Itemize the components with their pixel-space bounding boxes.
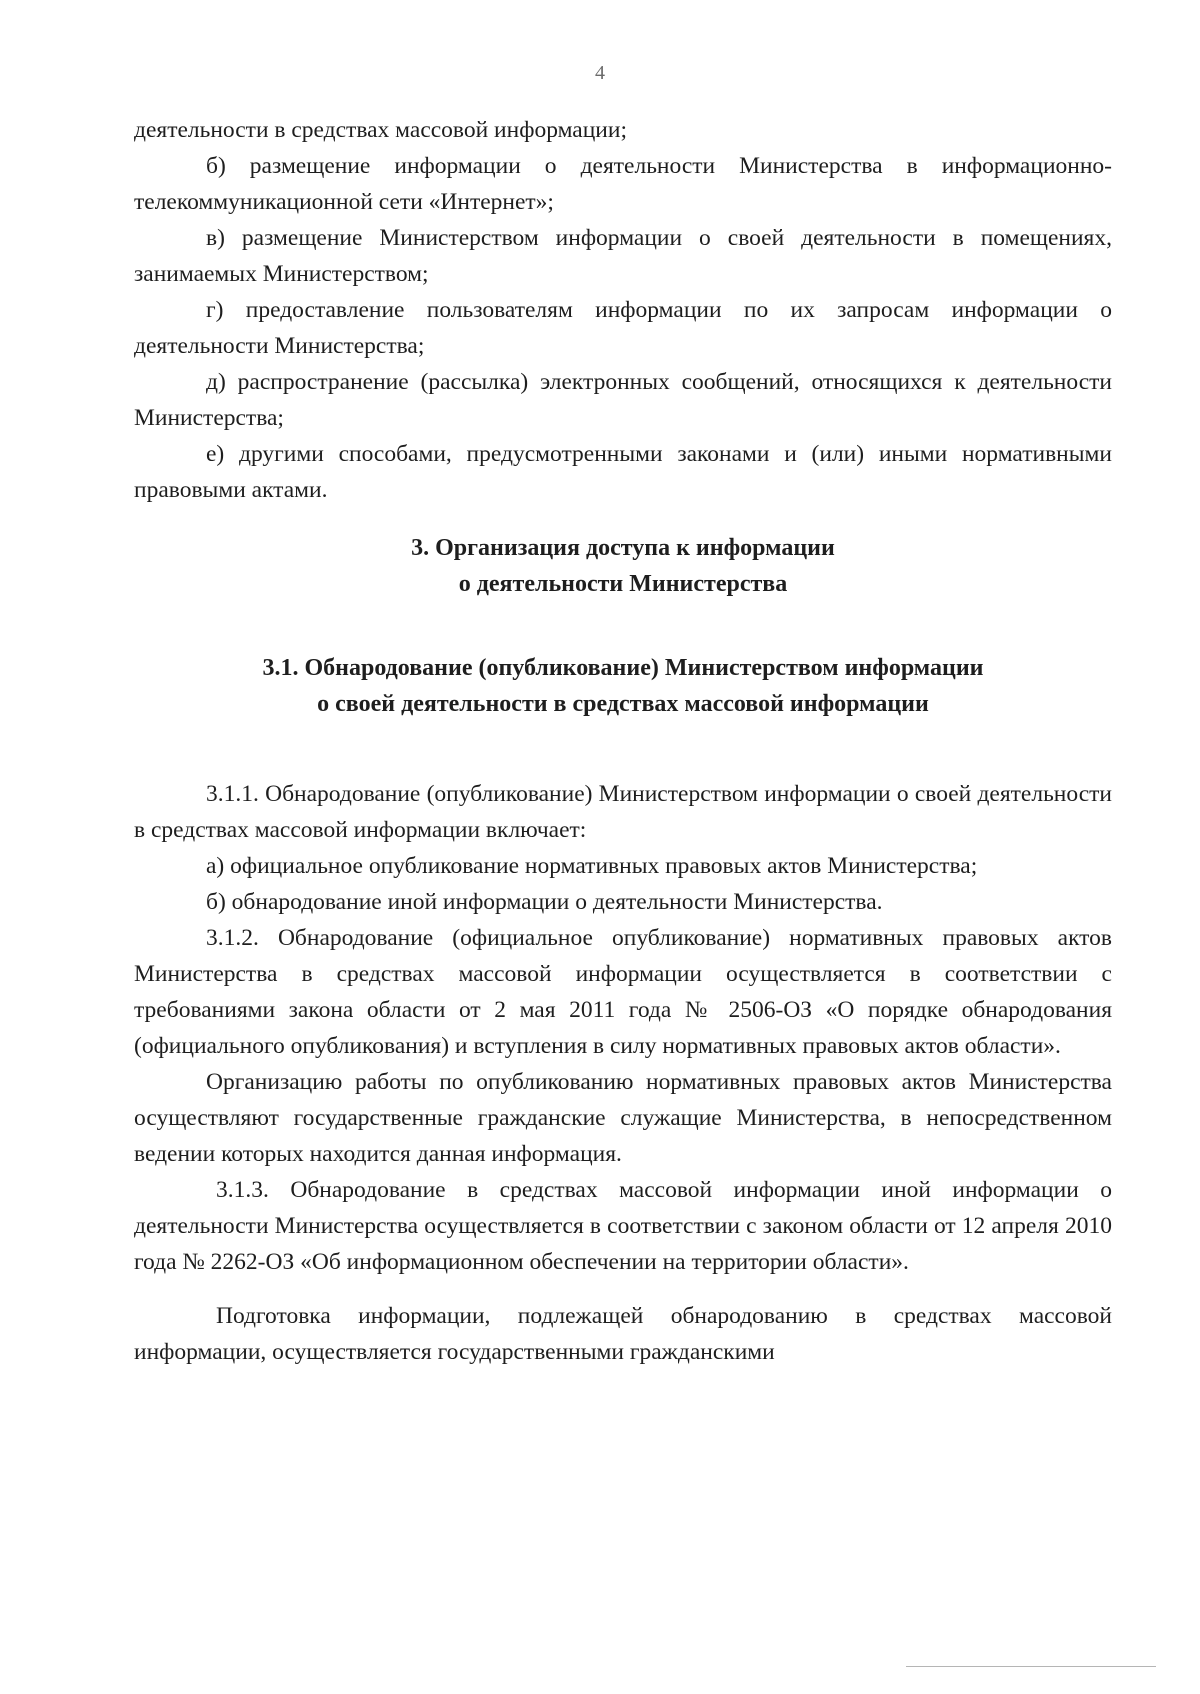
list-item: д) распространение (рассылка) электронных сообщений, относящихся к деятельности Министерства;: [134, 369, 1112, 431]
paragraph-3-1-1-b: б) обнародование иной информации о деятельности Министерства.: [206, 889, 883, 915]
section-3-1-heading-line2: о своей деятельности в средствах массовой информации: [317, 691, 929, 717]
paragraph-3-1-2: 3.1.2. Обнародование (официальное опубликование) нормативных правовых актов Министерства в средствах массовой информации осуществляется в соответствии с требованиями закона области от 2 мая 2011 года № 2506-ОЗ «О порядке обнародования (официального опубликования) и вступления в силу нормативных правовых актов области».: [134, 925, 1112, 1059]
section-3-1-heading-line1: 3.1. Обнародование (опубликование) Министерством информации: [262, 655, 984, 681]
paragraph-3-1-1-a: а) официальное опубликование нормативных правовых актов Министерства;: [206, 853, 978, 879]
section-3-1-heading: [134, 650, 1112, 722]
section-3-heading-line1: 3. Организация доступа к информации: [411, 535, 835, 561]
list-item: б) размещение информации о деятельности Министерства в информационно-телекоммуникационной сети «Интернет»;: [134, 153, 1112, 215]
paragraph-preparation: Подготовка информации, подлежащей обнародованию в средствах массовой информации, осуществляется государственными гражданскими: [134, 1303, 1112, 1365]
section-3-1-body: [134, 776, 1112, 1370]
list-item: в) размещение Министерством информации о своей деятельности в помещениях, занимаемых Министерством;: [134, 225, 1112, 287]
section-3-heading-line2: о деятельности Министерства: [458, 571, 788, 597]
page-number: 4: [595, 62, 605, 84]
paragraph-3-1-2-organization: Организацию работы по опубликованию нормативных правовых актов Министерства осуществляют государственные гражданские служащие Министерства, в непосредственном ведении которых находится данная информация.: [134, 1069, 1112, 1167]
list-lead-line: деятельности в средствах массовой информации;: [134, 117, 627, 143]
section-3-heading: [134, 530, 1112, 602]
access-methods-list: [134, 112, 1112, 508]
footer-rule: [906, 1666, 1156, 1667]
paragraph-3-1-3: 3.1.3. Обнародование в средствах массовой информации иной информации о деятельности Министерства осуществляется в соответствии с законом области от 12 апреля 2010 года № 2262-ОЗ «Об информационном обеспечении на территории области».: [134, 1177, 1112, 1275]
list-item: г) предоставление пользователям информации по их запросам информации о деятельности Министерства;: [134, 297, 1112, 359]
list-item: е) другими способами, предусмотренными законами и (или) иными нормативными правовыми актами.: [134, 441, 1112, 503]
paragraph-3-1-1: 3.1.1. Обнародование (опубликование) Министерством информации о своей деятельности в средствах массовой информации включает:: [134, 781, 1112, 843]
